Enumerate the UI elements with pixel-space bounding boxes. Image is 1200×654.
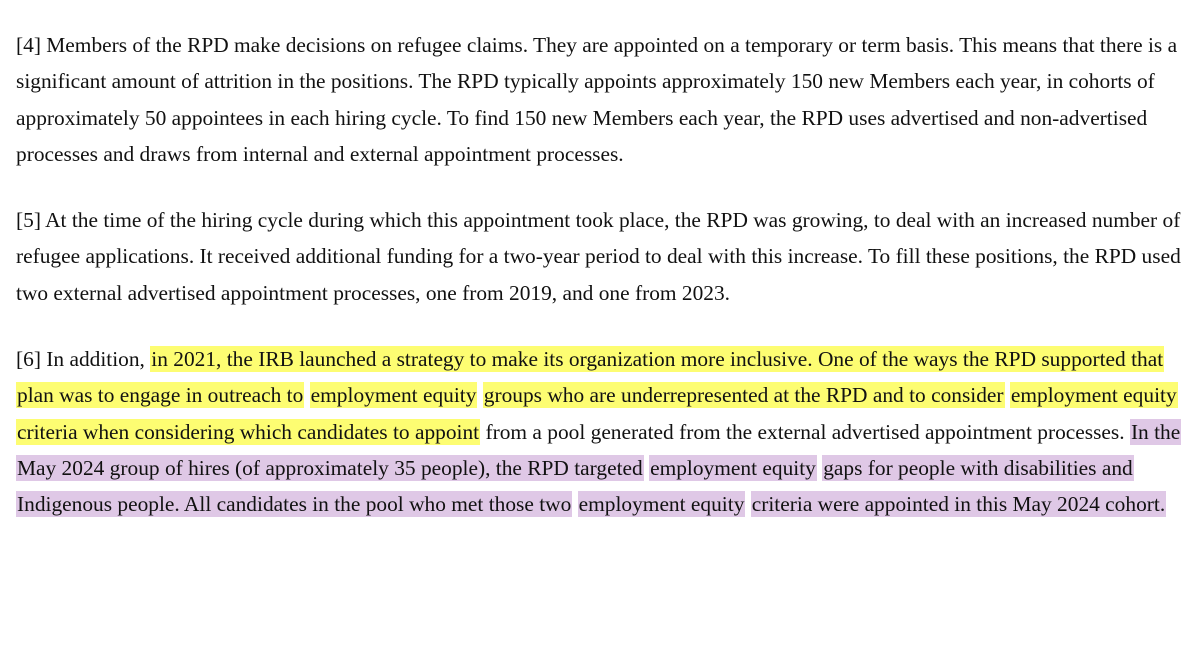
paragraph-4: [4] Members of the RPD make decisions on refugee claims. They are appointed on a temporary or term basis. This means that there is a significant amount of attrition in the positions. The RPD typically appoints approximately 150 new Members each year, in cohorts of approximately 50 appointees in each hiring cycle. To find 150 new Members each year, the RPD uses advertised and non-advertised processes and draws from internal and external appointment processes. (16, 33, 1178, 166)
highlight-yellow-5: criteria when considering which candidates to appoint (17, 419, 480, 444)
highlight-yellow-1: in 2021, the IRB launched a strategy to make its organization more inclusive. One of the ways the RPD supported that plan was to engage in outreach to (17, 347, 1164, 408)
highlight-purple-2: employment equity (650, 455, 816, 480)
paragraph-6-middle: from a pool generated from the external advertised appointment processes. (480, 419, 1130, 444)
paragraph-6 (16, 341, 1182, 522)
highlight-purple-1: In the May 2024 group of hires (of approximately 35 people), the RPD targeted (17, 419, 1181, 480)
highlight-purple-5: criteria were appointed in this May 2024 cohort. (751, 492, 1166, 517)
highlight-yellow-4: employment equity (1010, 383, 1177, 408)
highlight-yellow-2: employment equity (310, 383, 477, 408)
highlight-yellow-3: groups who are underrepresented at the RPD and to consider (483, 383, 1004, 408)
paragraph-5: [5] At the time of the hiring cycle during which this appointment took place, the RPD was growing, to deal with an increased number of refugee applications. It received additional funding for a two-year period to deal with this increase. To fill these positions, the RPD used two external advertised appointment processes, one from 2019, and one from 2023. (16, 208, 1181, 305)
paragraph-6-lead: [6] In addition, (16, 347, 151, 372)
highlight-purple-3: gaps for people with disabilities and Indigenous people. All candidates in the pool who met those two (17, 455, 1133, 517)
highlight-purple-4: employment equity (578, 492, 745, 517)
document-body (16, 27, 1182, 553)
